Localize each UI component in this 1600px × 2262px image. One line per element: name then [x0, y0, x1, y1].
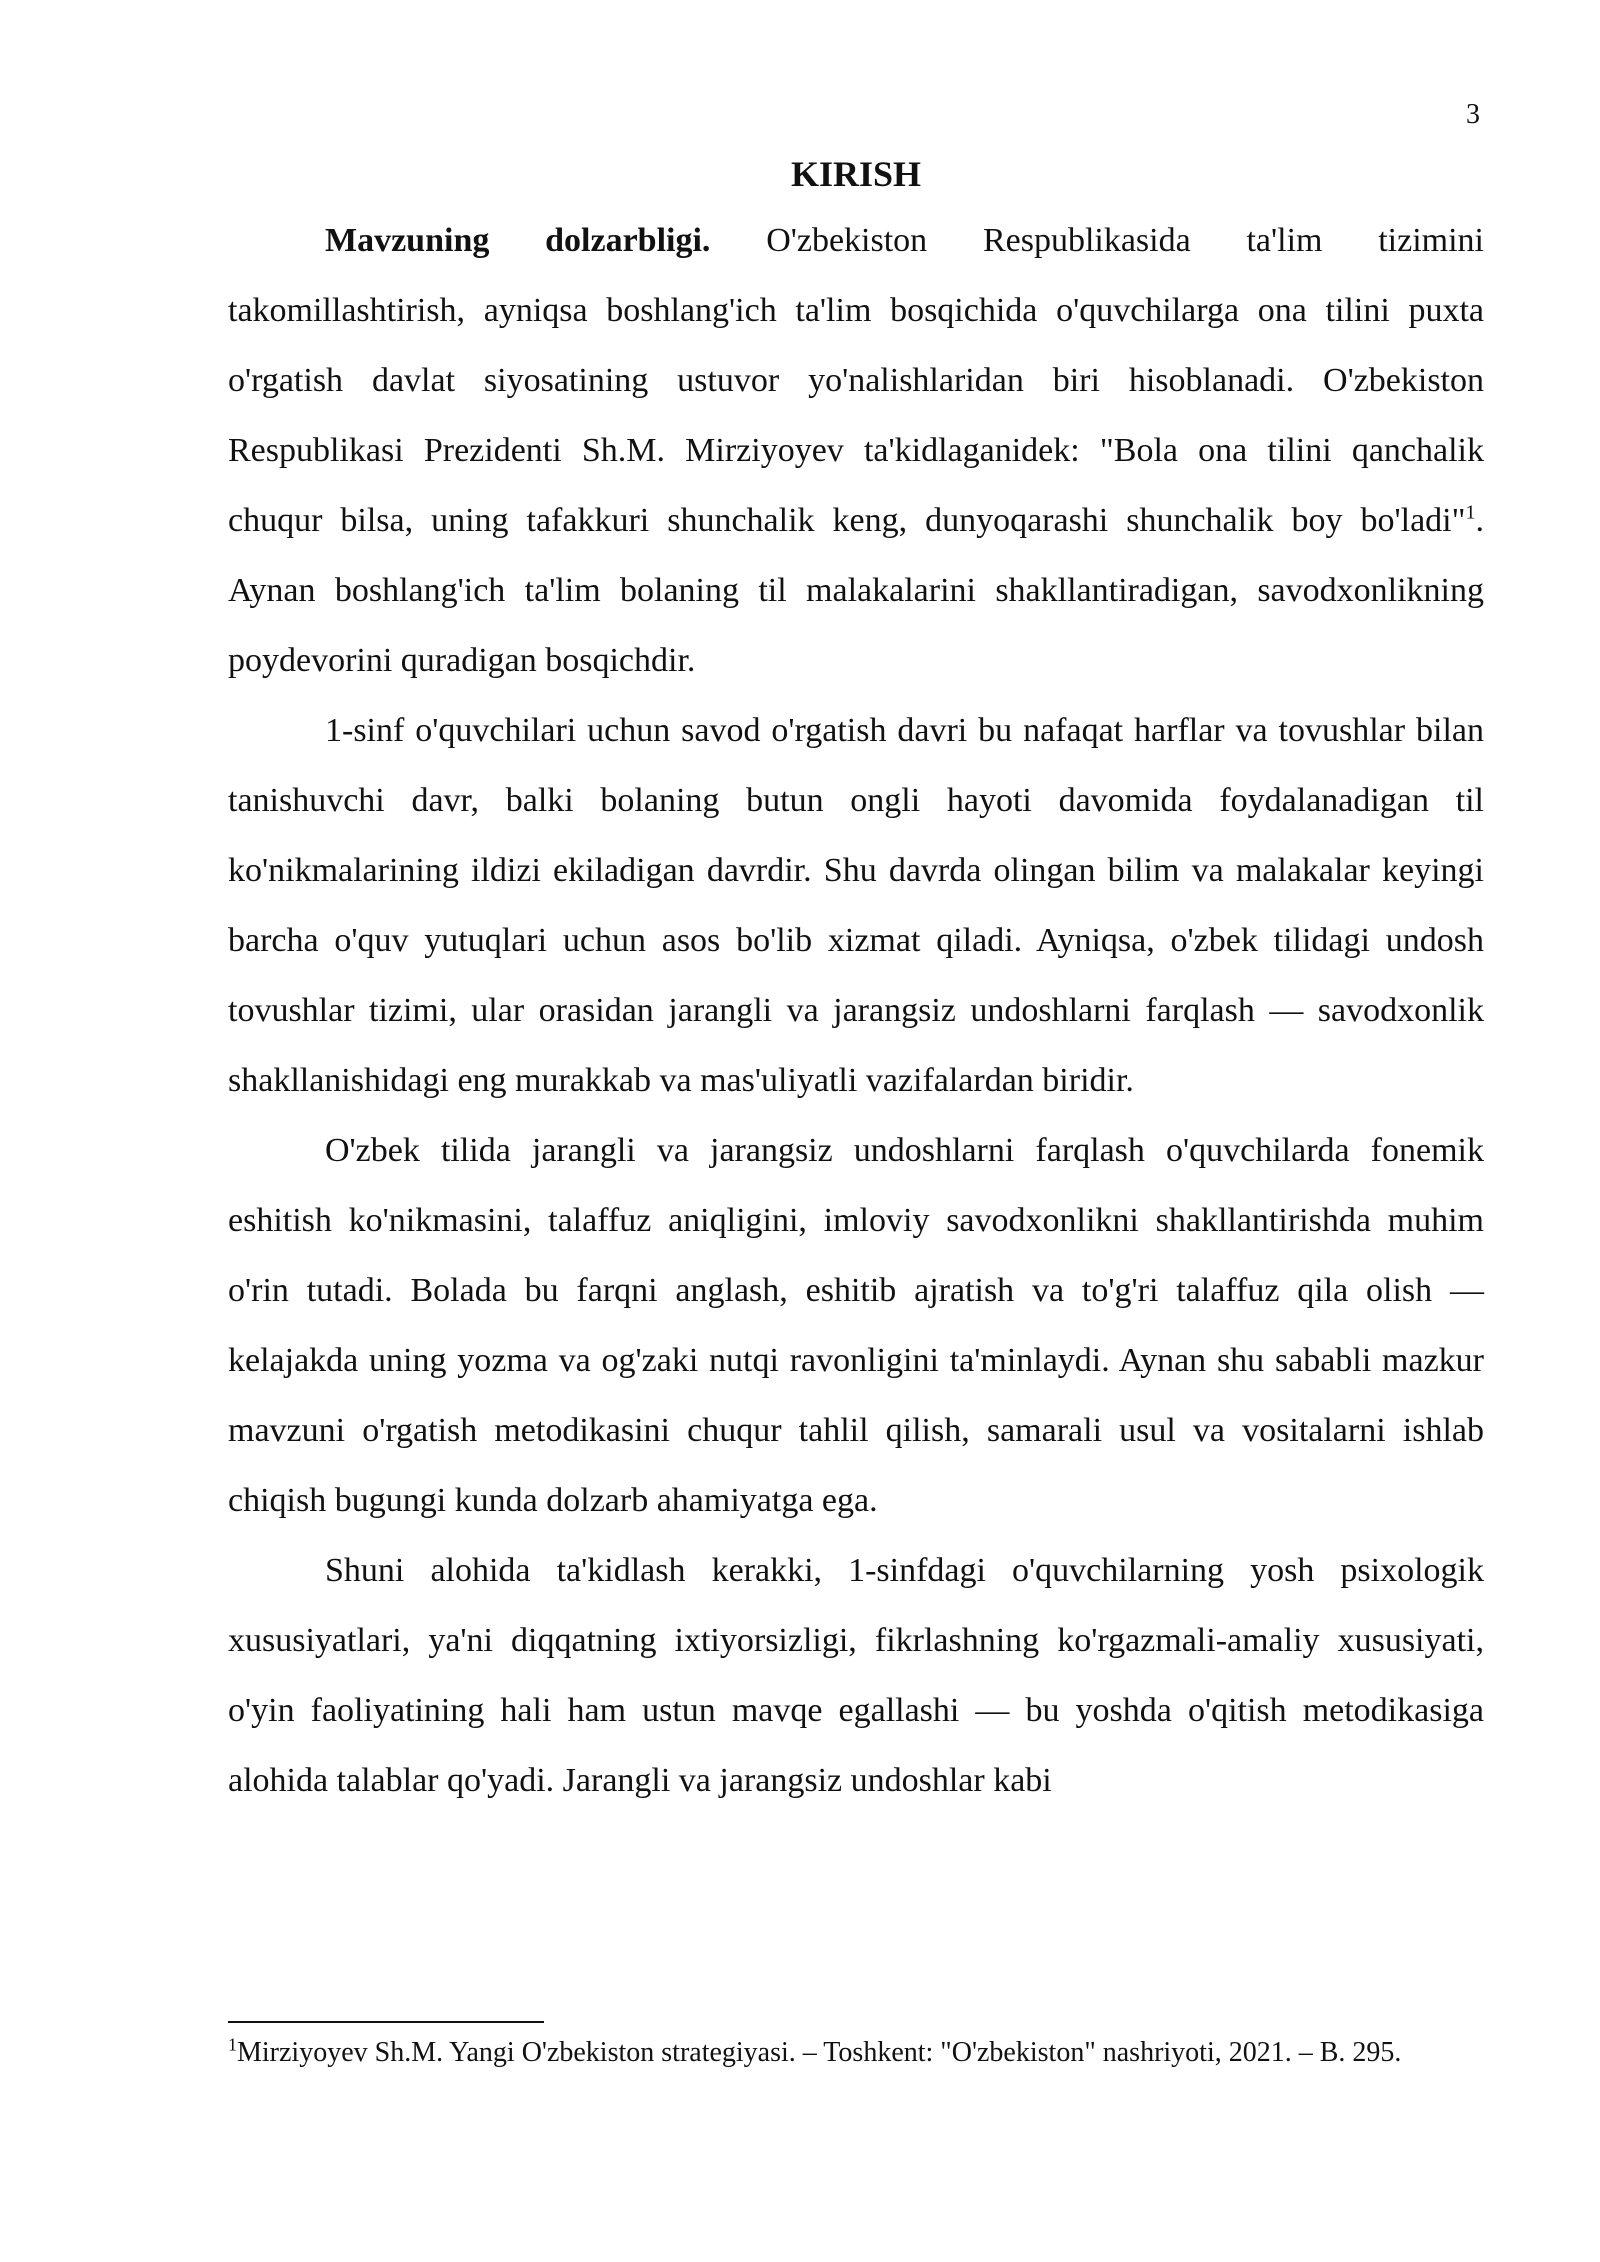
paragraph-age-features: Shuni alohida ta'kidlash kerakki, 1-sinfdagi o'quvchilarning yosh psixologik xususiyatlari, ya'ni diqqatning ixtiyorsizligi, fikrlashning ko'rgazmali-amaliy xususiyati, o'yin faoliyatining hali ham ustun mavqe egallashi — bu yoshda o'qitish metodikasiga alohida talablar qo'yadi. Jarangli va jarangsiz undoshlar kabi — [228, 1552, 1484, 1799]
page-number: 3 — [1466, 99, 1480, 130]
paragraph-consonants: O'zbek tilida jarangli va jarangsiz undoshlarni farqlash o'quvchilarda fonemik eshitish ko'nikmasini, talaffuz aniqligini, imloviy savodxonlikni shakllantirishda muhim o'rin tutadi. Bolada bu farqni anglash, eshitib ajratish va to'g'ri talaffuz qila olish — kelajakda uning yozma va og'zaki nutqi ravonligini ta'minlaydi. Aynan shu sababli mazkur mavzuni o'rgatish metodikasini chuqur tahlil qilish, samarali usul va vositalarni ishlab chiqish bugungi kunda dolzarb ahamiyatga ega. — [228, 1132, 1484, 1519]
paragraph-literacy-period: 1-sinf o'quvchilari uchun savod o'rgatish davri bu nafaqat harflar va tovushlar bilan tanishuvchi davr, balki bolaning butun ongli hayoti davomida foydalanadigan til ko'nikmalarining ildizi ekiladigan davrdir. Shu davrda olingan bilim va malakalar keyingi barcha o'quv yutuqlari uchun asos bo'lib xizmat qiladi. Ayniqsa, o'zbek tilidagi undosh tovushlar tizimi, ular orasidan jarangli va jarangsiz undoshlarni farqlash — savodxonlik shakllanishidagi eng murakkab va mas'uliyatli vazifalardan biridir. — [228, 712, 1484, 1099]
body-text — [228, 206, 1484, 1816]
paragraph-text: . Aynan boshlang'ich ta'lim bolaning til malakalarini shakllantiradigan, savodxonlikning poydevorini quradigan bosqichdir. — [228, 502, 1484, 679]
paragraph-text: O'zbekiston Respublikasida ta'lim tizimini takomillashtirish, ayniqsa boshlang'ich ta'lim bosqichida o'quvchilarga ona tilini puxta o'rgatish davlat siyosatining ustuvor yo'nalishlaridan biri hisoblanadi. O'zbekiston Respublikasi Prezidenti Sh.M. Mirziyoyev ta'kidlaganidek: "Bola ona tilini qanchalik chuqur bilsa, uning tafakkuri shunchalik keng, dunyoqarashi shunchalik boy bo'ladi" — [228, 222, 1485, 539]
footnote-mark: 1 — [228, 2034, 237, 2055]
footnote-reference[interactable]: 1 — [1465, 501, 1476, 524]
footnote-text: Mirziyoyev Sh.M. Yangi O'zbekiston strategiyasi. – Toshkent: "O'zbekiston" nashriyoti, 2021. – B. 295. — [237, 2037, 1402, 2068]
paragraph-relevance — [228, 206, 1484, 696]
footnote-separator — [228, 2021, 544, 2023]
paragraph-lead: Mavzuning dolzarbligi. — [325, 222, 711, 259]
footnote — [228, 2034, 1484, 2072]
section-heading: KIRISH — [790, 154, 922, 194]
